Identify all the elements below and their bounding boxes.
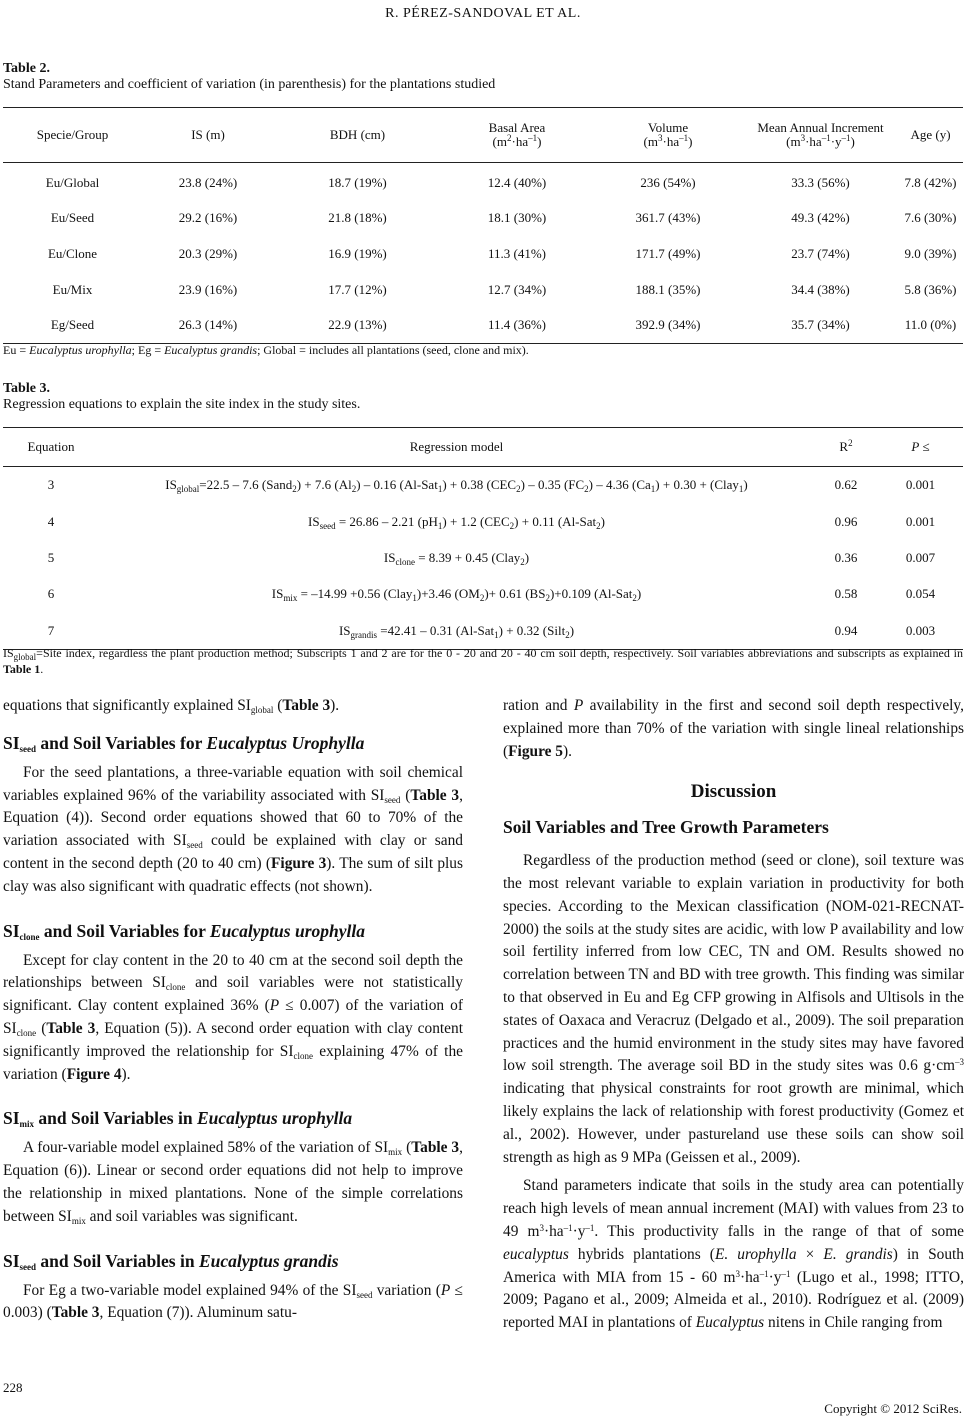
header-cell: P ≤ xyxy=(878,428,963,467)
section-heading-si-clone: $SI_{clone}$ and Soil Variables for Eucalyptus urophylla xyxy=(3,920,365,942)
table-cell: 35.7 (34%) xyxy=(791,317,850,333)
table-cell: 5 xyxy=(47,549,55,565)
table-cell: 7.8 (42%) xyxy=(904,174,957,190)
regression-model: $IS_{grandis} =42.41 - 0.31$ (Al-Sat$_1$) + 0.32 (Silt$_2$) xyxy=(338,622,575,640)
basal-area-header: Basal Area xyxy=(488,120,546,135)
paragraph-si-seed-urophylla: For the seed plantations, a three-variable equation with soil chemical variables explained 96% of the variability associated with $SI_{seed}$ (Table 3, Equation (4)). Second order equations showed that 60 to 70% of the variation associated with $SI_{seed}$ could be explained with clay or sand content in the second depth (20 to 40 cm) (Figure 3). The sum of silt plus clay was also significant with quadratic effects (not shown). xyxy=(3,763,463,895)
header-cell: Specie/Group xyxy=(3,108,142,163)
header-cell: Equation xyxy=(3,428,99,467)
page-number: 228 xyxy=(3,1380,23,1395)
table-cell: 33.3 (56%) xyxy=(791,174,850,190)
table-cell: 0.054 xyxy=(905,586,936,602)
table2-note: Eu = Eucalyptus urophylla; Eg = Eucalyptus grandis; Global = includes all plantations (seed, clone and mix). xyxy=(3,343,529,357)
table-cell: 7.6 (30%) xyxy=(904,210,957,226)
table-cell: Eg/Seed xyxy=(50,317,95,333)
table-row xyxy=(3,236,963,272)
table-cell: 23.8 (24%) xyxy=(178,174,238,190)
paragraph-si-clone: Except for clay content in the 20 to 40 cm at the second soil depth the relationships between $SI_{clone}$ and soil variables were not statistically significant. Clay content explained 36% (P ≤ 0.007) of the variation of $SI_{clone}$ (Table 3, Equation (5)). A second order equation with clay content significantly improved the relationship for $SI_{clone}$ explaining 47% of the variation (Figure 4). xyxy=(3,951,464,1083)
table-cell: 29.2 (16%) xyxy=(178,210,238,226)
mai-unit: $(m^3\cdot ha^{-1}\cdot y^{-1})$ xyxy=(786,133,855,149)
section-heading-si-seed-urophylla: $SI_{seed}$ and Soil Variables for Eucalyptus Urophylla xyxy=(3,732,365,754)
header-cell: $R^2$ xyxy=(814,428,878,467)
table-cell: 0.58 xyxy=(834,586,858,602)
table-cell: 0.96 xyxy=(834,513,858,529)
discussion-heading: Discussion xyxy=(690,781,777,803)
table-cell: 23.7 (74%) xyxy=(791,245,850,261)
volume-unit: $(m^3\cdot ha^{-1})$ xyxy=(643,133,693,149)
regression-equations-table xyxy=(3,427,963,650)
table3-label: Table 3. xyxy=(3,381,50,396)
regression-model: $IS_{mix} = -14.99 +0.56$ (Clay$_1$)+3.46 $(OM_2)+ 0.61$ $(BS_2)+0.109$ (Al-Sat$_2$) xyxy=(271,586,642,604)
paragraph-si-seed-grandis: For Eg a two-variable model explained 94% of the $SI_{seed}$ variation (P ≤ 0.003) (Table 3, Equation (7)). Aluminum satu- xyxy=(3,1281,463,1322)
left-column xyxy=(3,695,463,1325)
table-cell: 0.62 xyxy=(834,477,858,493)
regression-model: $IS_{clone} = 8.39 + 0.45$ (Clay$_2$) xyxy=(383,549,530,567)
running-header: R. PÉREZ-SANDOVAL ET AL. xyxy=(385,6,581,21)
table-cell: 188.1 (35%) xyxy=(635,281,701,297)
table-header-row xyxy=(3,428,963,467)
section-heading-si-mix: $SI_{mix}$ and Soil Variables in Eucalyptus urophylla xyxy=(3,1108,353,1130)
table-cell: 17.7 (12%) xyxy=(328,281,387,297)
table-cell: 7 xyxy=(47,622,55,638)
table-cell: 22.9 (13%) xyxy=(328,317,387,333)
right-lead-paragraph: ration and P availability in the first and second soil depth respectively, explained more than 70% of the variation with single lineal relationships (Figure 5). xyxy=(503,697,964,760)
table-cell: 18.1 (30%) xyxy=(487,210,547,226)
table-row xyxy=(3,201,963,237)
table3-caption-text: Regression equations to explain the site index in the study sites. xyxy=(3,397,361,412)
header-cell: BDH (cm) xyxy=(274,108,441,163)
table2-caption xyxy=(3,61,495,93)
table-cell: 0.001 xyxy=(905,513,936,529)
table3-note: $IS_{global}=Site$ index, regardless the plant production method; Subscripts 1 and 2 are for the 0 - 20 and 20 - 40 cm soil depth, respectively. Soil variables abbreviations and subscripts as explained in Table 1. xyxy=(3,646,963,676)
table-cell: 3 xyxy=(47,477,55,493)
table-cell: 4 xyxy=(47,513,55,529)
table-cell: 392.9 (34%) xyxy=(635,317,701,333)
table-cell: 49.3 (42%) xyxy=(791,210,850,226)
table-row xyxy=(3,163,963,201)
stand-parameters-table xyxy=(3,107,963,344)
mai-header: Mean Annual Increment xyxy=(757,120,884,135)
subheading-soil-variables: Soil Variables and Tree Growth Parameters xyxy=(503,817,829,838)
header-cell: Age (y) xyxy=(898,108,963,163)
table-cell: 18.7 (19%) xyxy=(328,174,387,190)
header-cell xyxy=(441,108,593,163)
regression-model: $IS_{global}=22.5 - 7.6$ (Sand$_2$) + 7.6 $(Al_2) - 0.16$ (Al-Sat$_1$) + 0.38 $(CEC_2) - 0.35$ $(FC_2) - 4.36$ $(Ca_1) + 0.30$ + (Clay$_1$) xyxy=(165,477,748,495)
table-row xyxy=(3,613,963,650)
header-cell: Regression model xyxy=(99,428,814,467)
table3-caption xyxy=(3,381,360,413)
table-cell: 23.9 (16%) xyxy=(178,281,238,297)
table-row xyxy=(3,540,963,576)
table-cell: 236 (54%) xyxy=(640,174,696,190)
table2-caption-text: Stand Parameters and coefficient of variation (in parenthesis) for the plantations studied xyxy=(3,77,496,92)
table-cell: 5.8 (36%) xyxy=(904,281,957,297)
header-cell xyxy=(743,108,898,163)
table-cell: 11.4 (36%) xyxy=(487,317,546,333)
table-cell: 0.001 xyxy=(905,477,936,493)
table-cell: 26.3 (14%) xyxy=(178,317,238,333)
table-cell: 0.36 xyxy=(834,549,858,565)
table-cell: 21.8 (18%) xyxy=(328,210,387,226)
table-cell: 34.4 (38%) xyxy=(791,281,850,297)
table-cell: Eu/Mix xyxy=(52,281,93,297)
table-cell: Eu/Clone xyxy=(47,245,98,261)
left-lead-paragraph: equations that significantly explained $SI_{global}$ (Table 3). xyxy=(3,697,340,715)
header-cell xyxy=(593,108,743,163)
table-row xyxy=(3,467,963,504)
table-cell: 11.0 (0%) xyxy=(904,317,957,333)
section-heading-si-seed-grandis: $SI_{seed}$ and Soil Variables in Eucalyptus grandis xyxy=(3,1250,339,1272)
table-cell: 0.003 xyxy=(905,622,936,638)
paragraph-soil-variables: Regardless of the production method (seed or clone), soil texture was the most relevant variable to explain variation in productivity for both species. According to the Mexican classification (NOM-021-RECNAT-2000) the soils at the study sites are acidic, with low P availability and low soil fertility inferred from low CEC, TN and OM. Results showed no correlation between TN and BD with tree growth. This finding was similar to that observed in Eu and Eg CFP growing in Alfisols and Ultisols in the states of Oaxaca and Veracruz (Delgado et al., 2009). The soil preparation practices and the humid environment in the study sites may have favored low soil strength. The average soil BD in the study sites was 0.6 $g\cdot cm^{-3}$ indicating that physical constraints for root growth are minimal, which likely explains the lack of relationship with forest productivity (Gomez et al., 2002). However, under pastureland use these soils can show soil strength as high as 9 MPa (Geissen et al., 2009). xyxy=(503,852,964,1166)
table-cell: 171.7 (49%) xyxy=(635,245,701,261)
table-cell: Eu/Seed xyxy=(50,210,95,226)
copyright: Copyright © 2012 SciRes. xyxy=(824,1401,962,1416)
table-row xyxy=(3,272,963,308)
regression-model: $IS_{seed} = 26.86 - 2.21$ $(pH_1) + 1.2$ $(CEC_2) + 0.11$ (Al-Sat$_2$) xyxy=(308,513,605,531)
table-cell: 11.3 (41%) xyxy=(487,245,546,261)
table-cell: 12.7 (34%) xyxy=(487,281,547,297)
volume-header: Volume xyxy=(647,120,689,135)
paragraph-si-mix: A four-variable model explained 58% of the variation of $SI_{mix}$ (Table 3, Equation (6)). Linear or second order equations did not help to improve the relationship in mixed plantations. None of the simple correlations between $SI_{mix}$ and soil variables was significant. xyxy=(3,1139,463,1226)
table-cell: 9.0 (39%) xyxy=(904,245,957,261)
table-cell: Eu/Global xyxy=(45,174,100,190)
table-cell: 20.3 (29%) xyxy=(178,245,238,261)
table-row xyxy=(3,503,963,539)
table-row xyxy=(3,576,963,612)
table2-label: Table 2. xyxy=(3,61,50,76)
table-cell: 6 xyxy=(47,586,55,602)
table-cell: 361.7 (43%) xyxy=(635,210,701,226)
paragraph-stand-parameters: Stand parameters indicate that soils in the study area can potentially reach high levels of mean annual increment (MAI) with values from 23 to 49 $m^3\cdot ha^{-1}\cdot y^{-1}$. This productivity falls in the range of that of some eucalyptus hybrids plantations (E. urophylla × E. grandis) in South America with MIA from 15 - 60 $m^3\cdot ha^{-1}\cdot y^{-1}$ (Lugo et al., 1998; ITTO, 2009; Pagano et al., 2009; Almeida et al., 2010). Rodríguez et al. (2009) reported MAI in plantations of Eucalyptus nitens in Chile ranging from xyxy=(503,1177,964,1332)
table-row xyxy=(3,307,963,343)
table-cell: 16.9 (19%) xyxy=(328,245,387,261)
table-header-row xyxy=(3,108,963,163)
table-cell: 12.4 (40%) xyxy=(487,174,547,190)
table-cell: 0.94 xyxy=(834,622,858,638)
basal-area-unit: $(m^2\cdot ha^{-1})$ xyxy=(492,133,542,149)
table-cell: 0.007 xyxy=(905,549,936,565)
right-column xyxy=(503,695,964,1335)
header-cell: IS (m) xyxy=(142,108,274,163)
